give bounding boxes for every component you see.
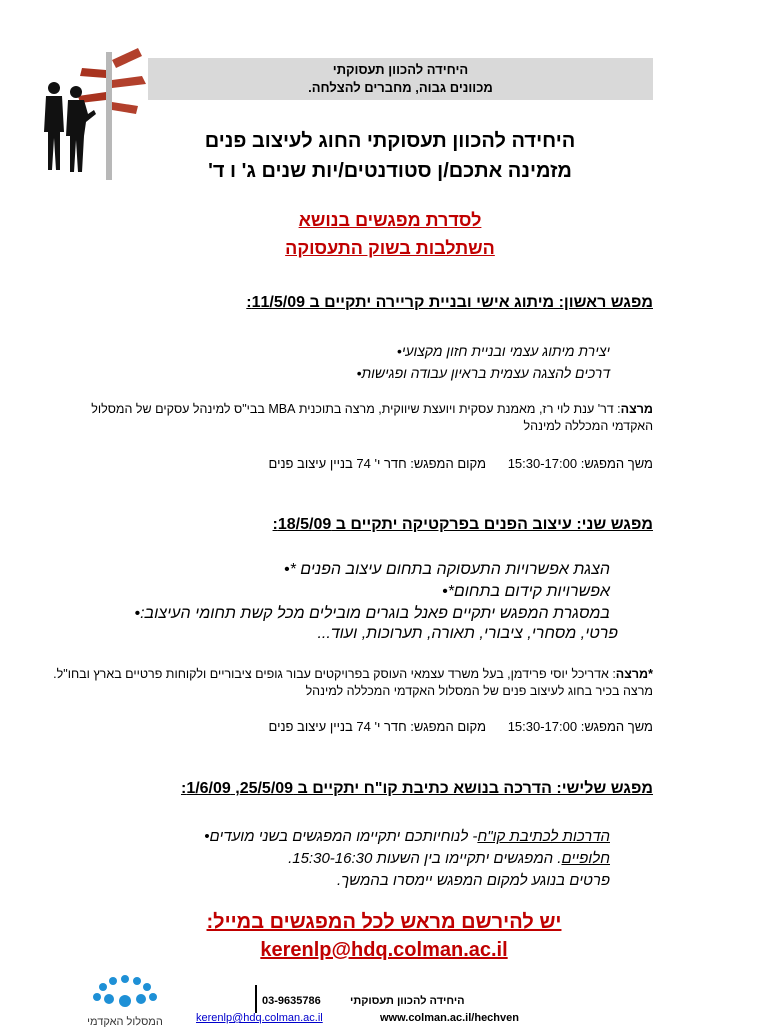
register-text: יש להירשם מראש לכל המפגשים במייל: bbox=[206, 911, 562, 933]
session-duration: משך המפגש: 15:30-17:00 bbox=[507, 456, 653, 471]
list-item-continued: פרטים בנוגע למקום המפגש יימסרו בהמשך. bbox=[336, 872, 610, 889]
footer-unit: היחידה להכוון תעסוקתי bbox=[350, 995, 465, 1007]
session-location: מקום המפגש: חדר י' 74 בניין עיצוב פנים bbox=[268, 719, 487, 734]
unit-name: היחידה להכוון תעסוקתי bbox=[332, 62, 469, 77]
series-subtitle bbox=[150, 206, 630, 262]
session2-heading: מפגש שני: עיצוב הפנים בפרקטיקה יתקיים ב 18/5/09: bbox=[272, 516, 653, 533]
register-email-link[interactable]: kerenlp@hdq.colman.ac.il bbox=[260, 939, 508, 961]
logo-text: המסלול האקדמי bbox=[87, 1016, 163, 1028]
list-item: יצירת מיתוג עצמי ובניית חזון מקצועי • bbox=[357, 340, 610, 362]
registration-notice bbox=[100, 908, 668, 964]
session2-bullets bbox=[135, 559, 611, 625]
header-banner bbox=[148, 58, 653, 100]
session1-bullets bbox=[357, 340, 610, 384]
footer-divider bbox=[255, 985, 257, 1013]
list-item: אפשרויות קידום בתחום* • bbox=[135, 581, 611, 603]
line2-text: . המפגשים יתקיימו בין השעות 15:30-16:30. bbox=[288, 850, 562, 867]
session3-heading: מפגש שלישי: הדרכה בנושא כתיבת קו"ח יתקיים ב 25/5/09, 1/6/09: bbox=[180, 780, 653, 797]
session3-body bbox=[204, 826, 610, 892]
title-line-1: היחידה להכוון תעסוקתי החוג לעיצוב פנים bbox=[204, 130, 576, 152]
list-item: במסגרת המפגש יתקיים פאנל בוגרים מובילים מכל קשת תחומי העיצוב: • bbox=[135, 603, 611, 625]
signpost-illustration bbox=[38, 40, 150, 180]
slogan: מכוונים גבוה, מחברים להצלחה. bbox=[308, 80, 493, 95]
lecturer-label: מרצה bbox=[620, 402, 653, 416]
footer-email-link[interactable] bbox=[196, 1012, 323, 1024]
series-line-1: לסדרת מפגשים בנושא bbox=[298, 210, 482, 230]
page-title bbox=[150, 126, 630, 186]
bullet-lead: הדרכות לכתיבת קו"ח bbox=[477, 828, 610, 845]
list-item: הצגת אפשרויות התעסוקה בתחום עיצוב הפנים * • bbox=[135, 559, 611, 581]
line2-lead: חלופיים bbox=[561, 850, 610, 867]
session2-lecturer bbox=[53, 666, 653, 700]
session1-meta bbox=[269, 456, 653, 471]
session1-heading: מפגש ראשון: מיתוג אישי ובניית קריירה יתקיים ב 11/5/09: bbox=[246, 294, 653, 311]
session-location: מקום המפגש: חדר י' 74 בניין עיצוב פנים bbox=[268, 456, 487, 471]
session-duration: משך המפגש: 15:30-17:00 bbox=[507, 719, 653, 734]
lecturer-text: : אדריכל יוסי פרידמן, בעל משרד עצמאי העוסק בפרויקטים עבור גופים ציבוריים ולקוחות פרטיים בארץ ובחו"ל. מרצה בכיר בחוג לעיצוב פנים של המסלול האקדמי המכללה למינהל bbox=[53, 667, 653, 698]
lecturer-text: : דר' ענת לוי רז, מאמנת עסקית ויועצת שיווקית, מרצה בתוכנית MBA בבי"ס למינהל עסקים של המסלול האקדמי המכללה למינהל bbox=[91, 402, 653, 433]
list-item: דרכים להצגה עצמית בראיון עבודה ופגישות • bbox=[357, 362, 610, 384]
session2-meta bbox=[269, 719, 653, 734]
footer-email[interactable]: kerenlp@hdq.colman.ac.il bbox=[196, 1012, 323, 1024]
list-item-continued bbox=[204, 848, 610, 870]
list-item: הדרכות לכתיבת קו"ח- לנוחיותכם יתקיימו המפגשים בשני מועדים• bbox=[204, 828, 610, 845]
session1-lecturer bbox=[53, 401, 653, 435]
lecturer-label: *מרצה bbox=[615, 667, 653, 681]
footer-phone: 03-9635786 bbox=[262, 995, 321, 1007]
footer-website-link[interactable]: www.colman.ac.il/hechven bbox=[380, 1012, 519, 1024]
college-logo bbox=[85, 975, 165, 1028]
session2-bullet3-continued: פרטי, מסחרי, ציבורי, תאורה, תערוכות, ועוד... bbox=[317, 625, 618, 642]
series-line-2: השתלבות בשוק התעסוקה bbox=[285, 238, 495, 258]
bullet-text: - לנוחיותכם יתקיימו המפגשים בשני מועדים bbox=[209, 828, 478, 845]
title-line-2: מזמינה אתכם/ן סטודנטים/יות שנים ג' ו ד' bbox=[208, 160, 572, 182]
